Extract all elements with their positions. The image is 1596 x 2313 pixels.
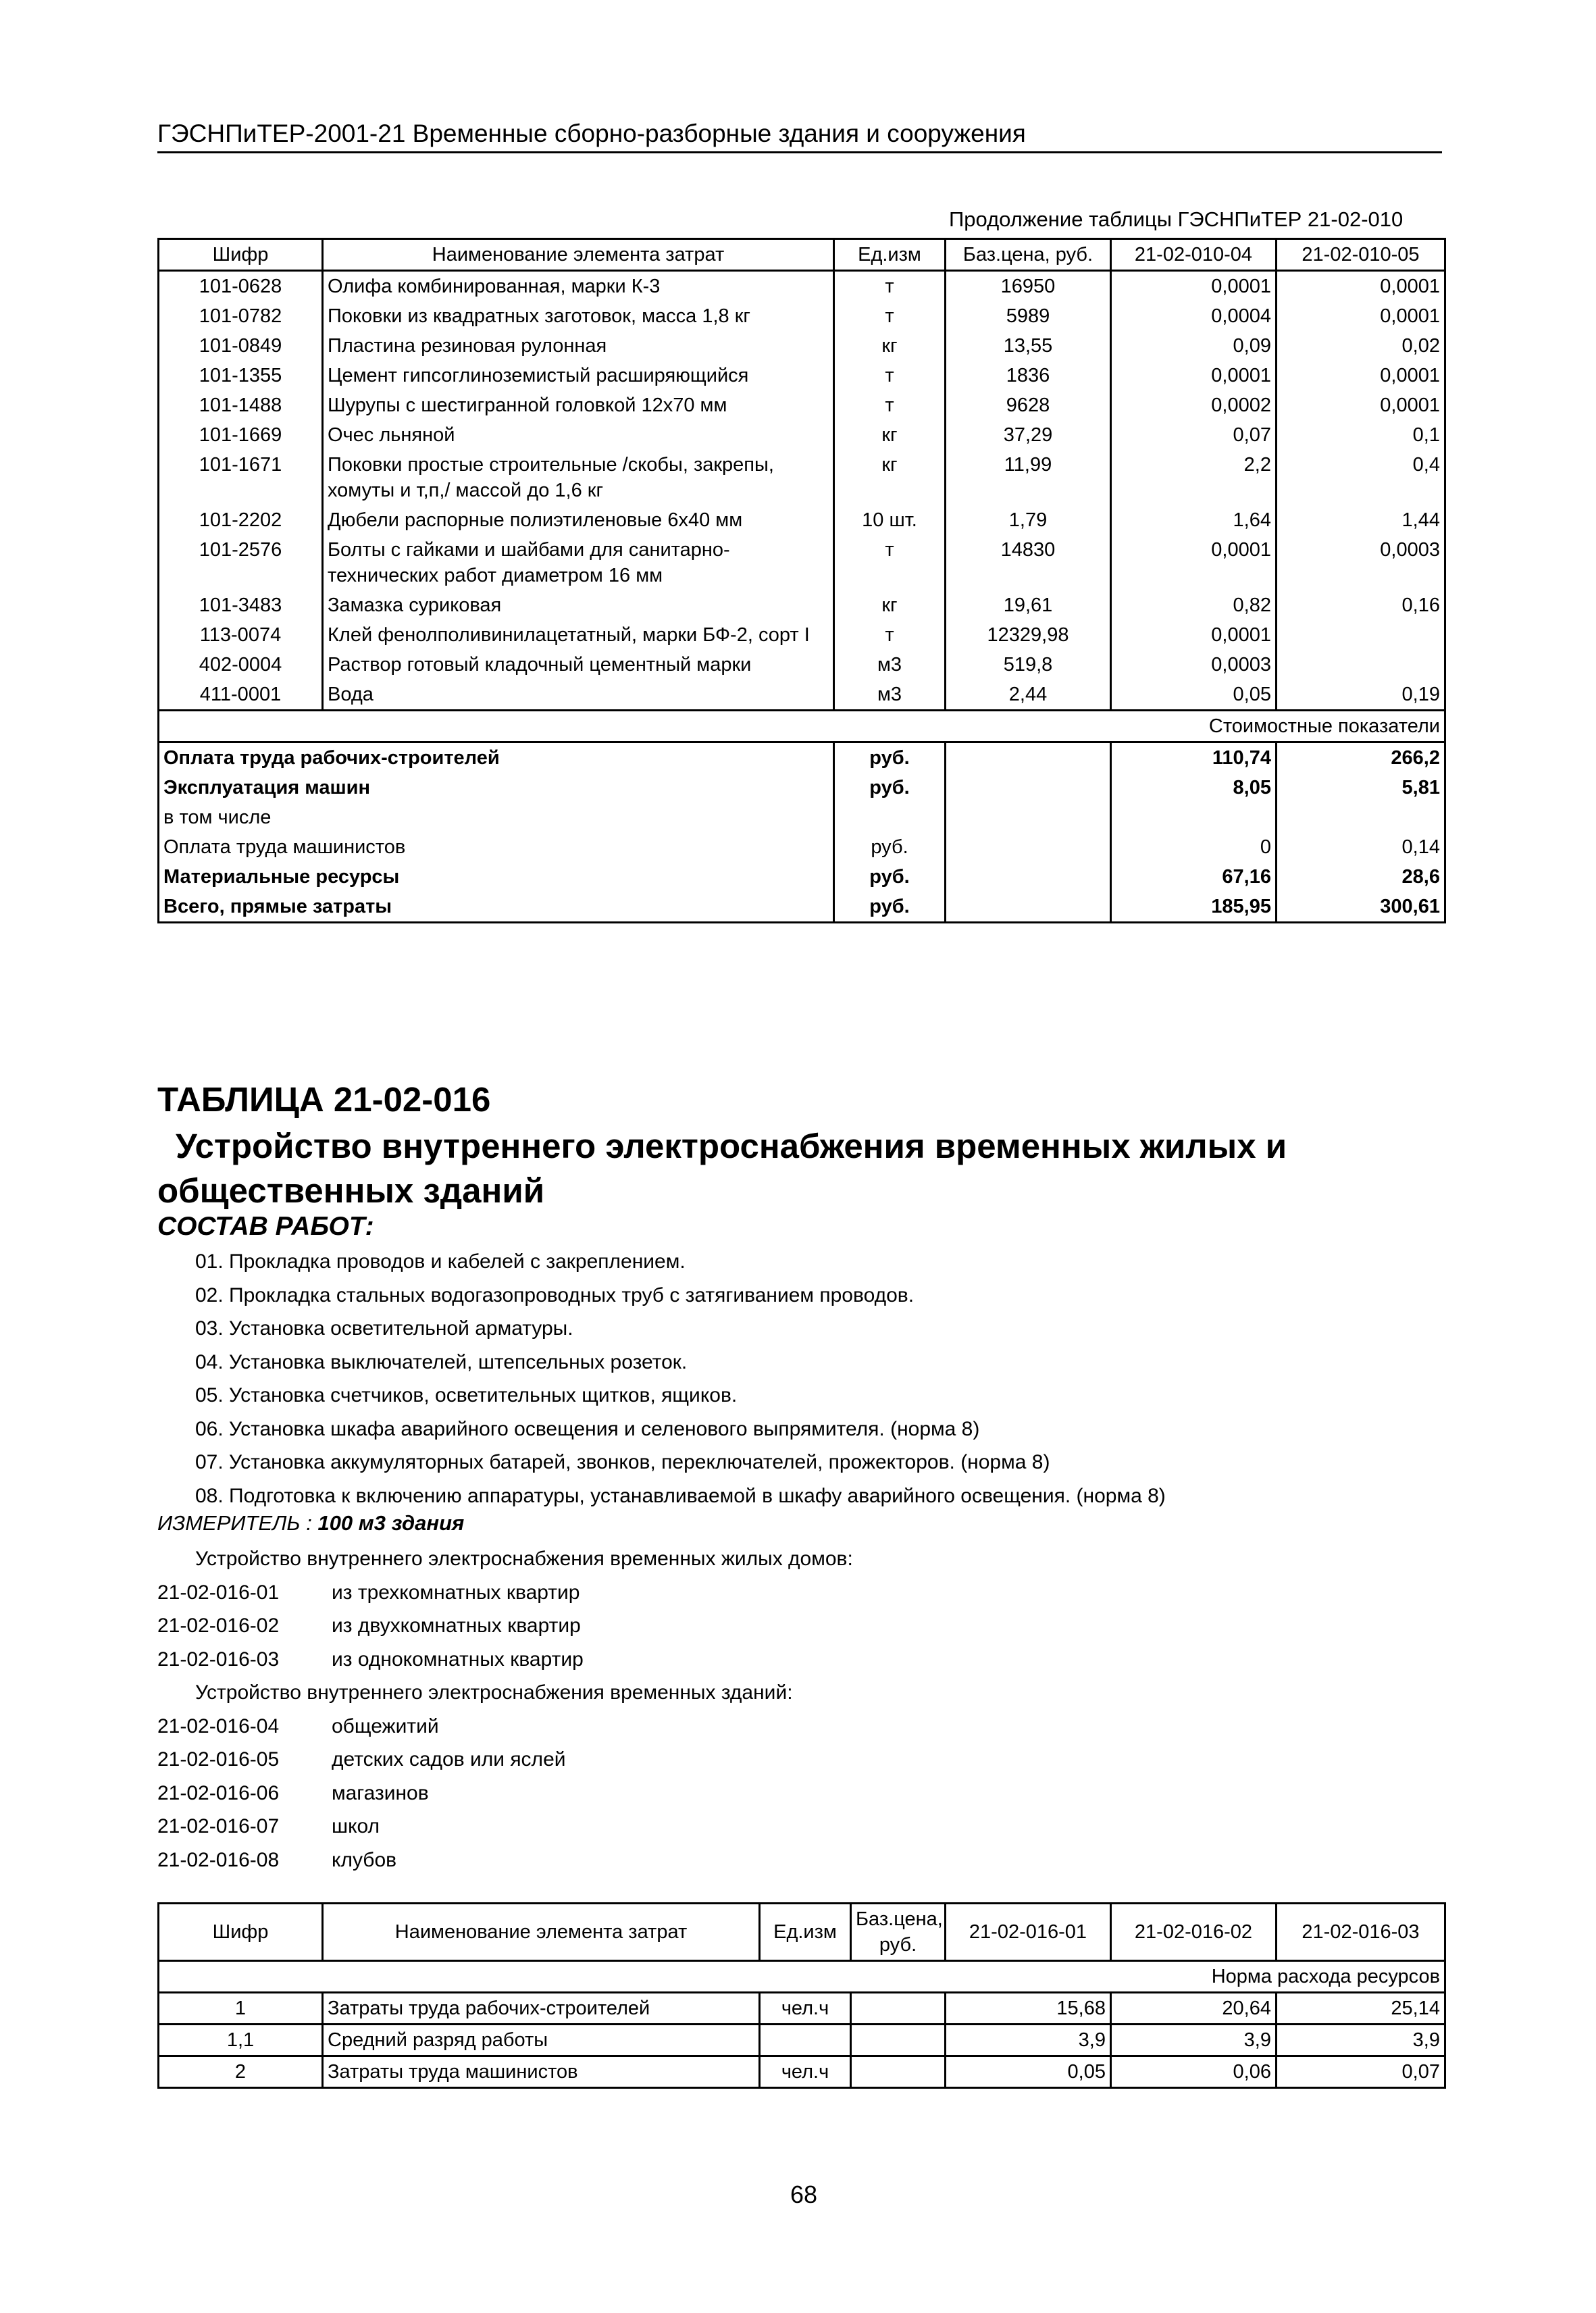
cell-value: 0,82 bbox=[1111, 590, 1277, 620]
summary-name: Эксплуатация машин bbox=[159, 773, 834, 803]
col-header: 21-02-010-04 bbox=[1111, 239, 1277, 271]
cell-price: 12329,98 bbox=[946, 620, 1111, 650]
cell-unit: кг bbox=[834, 331, 946, 361]
cell-value: 0,06 bbox=[1111, 2056, 1277, 2088]
cell-value: 0,05 bbox=[1111, 680, 1277, 711]
table-row bbox=[159, 620, 1445, 650]
cell-name: Пластина резиновая рулонная bbox=[323, 331, 834, 361]
table-row bbox=[159, 450, 1445, 505]
empty-cell bbox=[946, 892, 1111, 923]
cell-code: 101-1355 bbox=[159, 361, 323, 390]
cell-unit: м3 bbox=[834, 650, 946, 680]
cell-price: 19,61 bbox=[946, 590, 1111, 620]
variant-text: общежитий bbox=[332, 1714, 439, 1737]
cell-name: Очес льняной bbox=[323, 420, 834, 450]
cell-value: 0,4 bbox=[1277, 450, 1445, 505]
table-row bbox=[159, 420, 1445, 450]
summary-value: 0 bbox=[1111, 832, 1277, 862]
table-row bbox=[159, 271, 1445, 302]
col-header: Ед.изм bbox=[834, 239, 946, 271]
page-header: ГЭСНПиТЕР-2001-21 Временные сборно-разборные здания и сооружения bbox=[157, 119, 1442, 153]
variant-code: 21-02-016-02 bbox=[157, 1615, 280, 1637]
cell-name: Клей фенолполивинилацетатный, марки БФ-2, сорт I bbox=[323, 620, 834, 650]
summary-value: 0,14 bbox=[1277, 832, 1445, 862]
measure-label: ИЗМЕРИТЕЛЬ : bbox=[157, 1511, 312, 1535]
cell-value: 15,68 bbox=[946, 1993, 1111, 2025]
cell-code: 101-1669 bbox=[159, 420, 323, 450]
variant-text: клубов bbox=[332, 1848, 397, 1871]
cell-unit: 10 шт. bbox=[834, 505, 946, 535]
col-header: Баз.цена, руб. bbox=[851, 1904, 946, 1961]
cell-unit: т bbox=[834, 271, 946, 302]
empty-cell bbox=[946, 862, 1111, 892]
summary-row bbox=[159, 832, 1445, 862]
cell-value: 0,05 bbox=[946, 2056, 1111, 2088]
summary-value: 266,2 bbox=[1277, 742, 1445, 773]
cell-code: 101-0782 bbox=[159, 301, 323, 331]
summary-value bbox=[1277, 803, 1445, 832]
variant-code: 21-02-016-01 bbox=[157, 1581, 280, 1604]
cell-name: Цемент гипсоглиноземистый расширяющийся bbox=[323, 361, 834, 390]
summary-unit: руб. bbox=[834, 862, 946, 892]
variant-code: 21-02-016-03 bbox=[157, 1648, 280, 1671]
summary-value: 8,05 bbox=[1111, 773, 1277, 803]
cell-name: Вода bbox=[323, 680, 834, 711]
variant-text: из трехкомнатных квартир bbox=[332, 1581, 580, 1604]
cell-unit: кг bbox=[834, 590, 946, 620]
table-body bbox=[159, 1904, 1445, 2088]
cell-value bbox=[1277, 620, 1445, 650]
cell-unit: т bbox=[834, 361, 946, 390]
cell-price: 9628 bbox=[946, 390, 1111, 420]
cell-value: 2,2 bbox=[1111, 450, 1277, 505]
table-row bbox=[159, 505, 1445, 535]
cell-value: 0,02 bbox=[1277, 331, 1445, 361]
table-row bbox=[159, 390, 1445, 420]
cell-name: Шурупы с шестигранной головкой 12х70 мм bbox=[323, 390, 834, 420]
cell-value: 0,07 bbox=[1277, 2056, 1445, 2088]
variant-code: 21-02-016-08 bbox=[157, 1848, 280, 1871]
norm-label: Норма расхода ресурсов bbox=[159, 1961, 1445, 1993]
cell-unit: кг bbox=[834, 420, 946, 450]
summary-name: в том числе bbox=[159, 803, 834, 832]
variant-text: из однокомнатных квартир bbox=[332, 1648, 584, 1671]
cell-value bbox=[1277, 650, 1445, 680]
cell-code: 101-2576 bbox=[159, 535, 323, 590]
cell-value: 0,0003 bbox=[1277, 535, 1445, 590]
summary-name: Оплата труда машинистов bbox=[159, 832, 834, 862]
cost-label: Стоимостные показатели bbox=[159, 711, 1445, 742]
variant-text: детских садов или яслей bbox=[332, 1748, 566, 1771]
cell-value: 0,19 bbox=[1277, 680, 1445, 711]
cell-name: Замазка суриковая bbox=[323, 590, 834, 620]
cell-value: 0,0001 bbox=[1277, 361, 1445, 390]
variant-code: 21-02-016-06 bbox=[157, 1781, 280, 1804]
variant-code: 21-02-016-07 bbox=[157, 1815, 280, 1837]
summary-value: 300,61 bbox=[1277, 892, 1445, 923]
summary-row bbox=[159, 773, 1445, 803]
cell-name: Дюбели распорные полиэтиленовые 6х40 мм bbox=[323, 505, 834, 535]
summary-row bbox=[159, 892, 1445, 923]
work-item: 07. Установка аккумуляторных батарей, звонков, переключателей, прожекторов. (норма 8) bbox=[195, 1451, 1050, 1473]
cell-name: Болты с гайками и шайбами для санитарно-технических работ диаметром 16 мм bbox=[323, 535, 834, 590]
cell-price bbox=[851, 1993, 946, 2025]
cell-value: 1,44 bbox=[1277, 505, 1445, 535]
cell-code: 101-1488 bbox=[159, 390, 323, 420]
works-heading: СОСТАВ РАБОТ: bbox=[157, 1212, 374, 1241]
cell-value: 0,0002 bbox=[1111, 390, 1277, 420]
variant-code: 21-02-016-05 bbox=[157, 1748, 280, 1771]
page-number: 68 bbox=[790, 2181, 818, 2208]
empty-cell bbox=[946, 773, 1111, 803]
cell-name: Раствор готовый кладочный цементный марки bbox=[323, 650, 834, 680]
cell-price: 13,55 bbox=[946, 331, 1111, 361]
table-body bbox=[159, 271, 1445, 923]
cell-value: 0,1 bbox=[1277, 420, 1445, 450]
cell-value: 3,9 bbox=[1277, 2025, 1445, 2056]
variant-text: магазинов bbox=[332, 1781, 429, 1804]
cell-code: 402-0004 bbox=[159, 650, 323, 680]
col-header: 21-02-016-01 bbox=[946, 1904, 1111, 1961]
table-title-line1: Устройство внутреннего электроснабжения временных жилых и bbox=[176, 1127, 1287, 1165]
cell-name: Поковки из квадратных заготовок, масса 1,8 кг bbox=[323, 301, 834, 331]
col-header: Наименование элемента затрат bbox=[323, 239, 834, 271]
cell-price: 11,99 bbox=[946, 450, 1111, 505]
work-item: 05. Установка счетчиков, осветительных щитков, ящиков. bbox=[195, 1384, 738, 1406]
cell-unit: т bbox=[834, 390, 946, 420]
cell-value: 0,0001 bbox=[1111, 535, 1277, 590]
summary-unit: руб. bbox=[834, 773, 946, 803]
empty-cell bbox=[946, 803, 1111, 832]
cell-value: 0,0001 bbox=[1111, 620, 1277, 650]
cell-unit: кг bbox=[834, 450, 946, 505]
group-text: Устройство внутреннего электроснабжения временных жилых домов: bbox=[195, 1548, 853, 1570]
col-header: 21-02-010-05 bbox=[1277, 239, 1445, 271]
cell-value: 0,0003 bbox=[1111, 650, 1277, 680]
work-item: 04. Установка выключателей, штепсельных розеток. bbox=[195, 1350, 688, 1373]
measure-unit bbox=[157, 1511, 464, 1535]
cell-value: 0,0001 bbox=[1111, 271, 1277, 302]
cell-name: Затраты труда рабочих-строителей bbox=[323, 1993, 760, 2025]
col-header: 21-02-016-02 bbox=[1111, 1904, 1277, 1961]
summary-name: Материальные ресурсы bbox=[159, 862, 834, 892]
cell-value: 0,0001 bbox=[1111, 361, 1277, 390]
summary-value: 185,95 bbox=[1111, 892, 1277, 923]
empty-cell bbox=[946, 832, 1111, 862]
cell-code: 113-0074 bbox=[159, 620, 323, 650]
work-item: 06. Установка шкафа аварийного освещения и селенового выпрямителя. (норма 8) bbox=[195, 1417, 980, 1440]
cell-unit: т bbox=[834, 620, 946, 650]
cell-code: 101-3483 bbox=[159, 590, 323, 620]
cell-name: Средний разряд работы bbox=[323, 2025, 760, 2056]
table-row bbox=[159, 2056, 1445, 2088]
table-row bbox=[159, 650, 1445, 680]
summary-unit: руб. bbox=[834, 832, 946, 862]
cell-code: 411-0001 bbox=[159, 680, 323, 711]
table-header-row bbox=[159, 1904, 1445, 1961]
cell-price bbox=[851, 2056, 946, 2088]
cell-price bbox=[851, 2025, 946, 2056]
norm-label-row bbox=[159, 1961, 1445, 1993]
summary-value: 28,6 bbox=[1277, 862, 1445, 892]
cell-value: 0,07 bbox=[1111, 420, 1277, 450]
cell-unit: м3 bbox=[834, 680, 946, 711]
work-item: 02. Прокладка стальных водогазопроводных труб с затягиванием проводов. bbox=[195, 1283, 915, 1306]
col-header: Шифр bbox=[159, 1904, 323, 1961]
summary-unit bbox=[834, 803, 946, 832]
cell-unit: т bbox=[834, 301, 946, 331]
cell-code: 101-2202 bbox=[159, 505, 323, 535]
summary-name: Оплата труда рабочих-строителей bbox=[159, 742, 834, 773]
cell-price: 16950 bbox=[946, 271, 1111, 302]
work-item: 01. Прокладка проводов и кабелей с закреплением. bbox=[195, 1250, 686, 1273]
cell-value: 0,16 bbox=[1277, 590, 1445, 620]
summary-unit: руб. bbox=[834, 892, 946, 923]
cell-code: 2 bbox=[159, 2056, 323, 2088]
col-header: Ед.изм bbox=[760, 1904, 851, 1961]
cell-code: 101-0628 bbox=[159, 271, 323, 302]
cell-price: 14830 bbox=[946, 535, 1111, 590]
cell-unit: т bbox=[834, 535, 946, 590]
table-row bbox=[159, 331, 1445, 361]
cell-name: Поковки простые строительные /скобы, закрепы, хомуты и т,п,/ массой до 1,6 кг bbox=[323, 450, 834, 505]
col-header: Шифр bbox=[159, 239, 323, 271]
summary-name: Всего, прямые затраты bbox=[159, 892, 834, 923]
works-list bbox=[195, 1245, 1166, 1513]
summary-row bbox=[159, 862, 1445, 892]
table-continuation-caption: Продолжение таблицы ГЭСНПиТЕР 21-02-010 bbox=[949, 207, 1404, 231]
table-title-line2: общественных зданий bbox=[157, 1171, 545, 1210]
summary-value: 67,16 bbox=[1111, 862, 1277, 892]
variant-code: 21-02-016-04 bbox=[157, 1714, 280, 1737]
col-header: Баз.цена, руб. bbox=[946, 239, 1111, 271]
col-header: 21-02-016-03 bbox=[1277, 1904, 1445, 1961]
cell-code: 1 bbox=[159, 1993, 323, 2025]
cell-unit: чел.ч bbox=[760, 1993, 851, 2025]
table-row bbox=[159, 590, 1445, 620]
cell-unit bbox=[760, 2025, 851, 2056]
cell-value: 0,0001 bbox=[1277, 271, 1445, 302]
variant-text: школ bbox=[332, 1815, 380, 1837]
group-text: Устройство внутреннего электроснабжения временных зданий: bbox=[195, 1681, 793, 1704]
summary-value bbox=[1111, 803, 1277, 832]
resources-table-21-02-016 bbox=[157, 1902, 1446, 2089]
variant-text: из двухкомнатных квартир bbox=[332, 1615, 581, 1637]
cell-code: 101-1671 bbox=[159, 450, 323, 505]
summary-row bbox=[159, 803, 1445, 832]
cell-value: 20,64 bbox=[1111, 1993, 1277, 2025]
summary-row bbox=[159, 742, 1445, 773]
table-number: ТАБЛИЦА 21-02-016 bbox=[157, 1080, 491, 1119]
cell-price: 2,44 bbox=[946, 680, 1111, 711]
cell-price: 37,29 bbox=[946, 420, 1111, 450]
table-header-row bbox=[159, 239, 1445, 271]
table-row bbox=[159, 361, 1445, 390]
work-item: 03. Установка осветительной арматуры. bbox=[195, 1317, 573, 1340]
table-row bbox=[159, 535, 1445, 590]
cell-value: 25,14 bbox=[1277, 1993, 1445, 2025]
cell-unit: чел.ч bbox=[760, 2056, 851, 2088]
cell-price: 1836 bbox=[946, 361, 1111, 390]
empty-cell bbox=[946, 742, 1111, 773]
table-row bbox=[159, 2025, 1445, 2056]
table-row bbox=[159, 301, 1445, 331]
resources-table-21-02-010 bbox=[157, 238, 1446, 923]
cell-value: 1,64 bbox=[1111, 505, 1277, 535]
summary-unit: руб. bbox=[834, 742, 946, 773]
table-row bbox=[159, 1993, 1445, 2025]
table-title bbox=[157, 1124, 1324, 1213]
cell-price: 5989 bbox=[946, 301, 1111, 331]
cell-code: 1,1 bbox=[159, 2025, 323, 2056]
cell-name: Олифа комбинированная, марки К-3 bbox=[323, 271, 834, 302]
cell-value: 0,0001 bbox=[1277, 390, 1445, 420]
summary-value: 5,81 bbox=[1277, 773, 1445, 803]
cell-value: 0,09 bbox=[1111, 331, 1277, 361]
cell-name: Затраты труда машинистов bbox=[323, 2056, 760, 2088]
work-item: 08. Подготовка к включению аппаратуры, устанавливаемой в шкафу аварийного освещения. (норма 8) bbox=[195, 1484, 1166, 1507]
table-row bbox=[159, 680, 1445, 711]
cell-price: 1,79 bbox=[946, 505, 1111, 535]
cell-code: 101-0849 bbox=[159, 331, 323, 361]
col-header: Наименование элемента затрат bbox=[323, 1904, 760, 1961]
measure-value: 100 м3 здания bbox=[317, 1511, 465, 1535]
cell-price: 519,8 bbox=[946, 650, 1111, 680]
cell-value: 0,0004 bbox=[1111, 301, 1277, 331]
cell-value: 3,9 bbox=[1111, 2025, 1277, 2056]
cost-label-row bbox=[159, 711, 1445, 742]
summary-value: 110,74 bbox=[1111, 742, 1277, 773]
cell-value: 3,9 bbox=[946, 2025, 1111, 2056]
cell-value: 0,0001 bbox=[1277, 301, 1445, 331]
